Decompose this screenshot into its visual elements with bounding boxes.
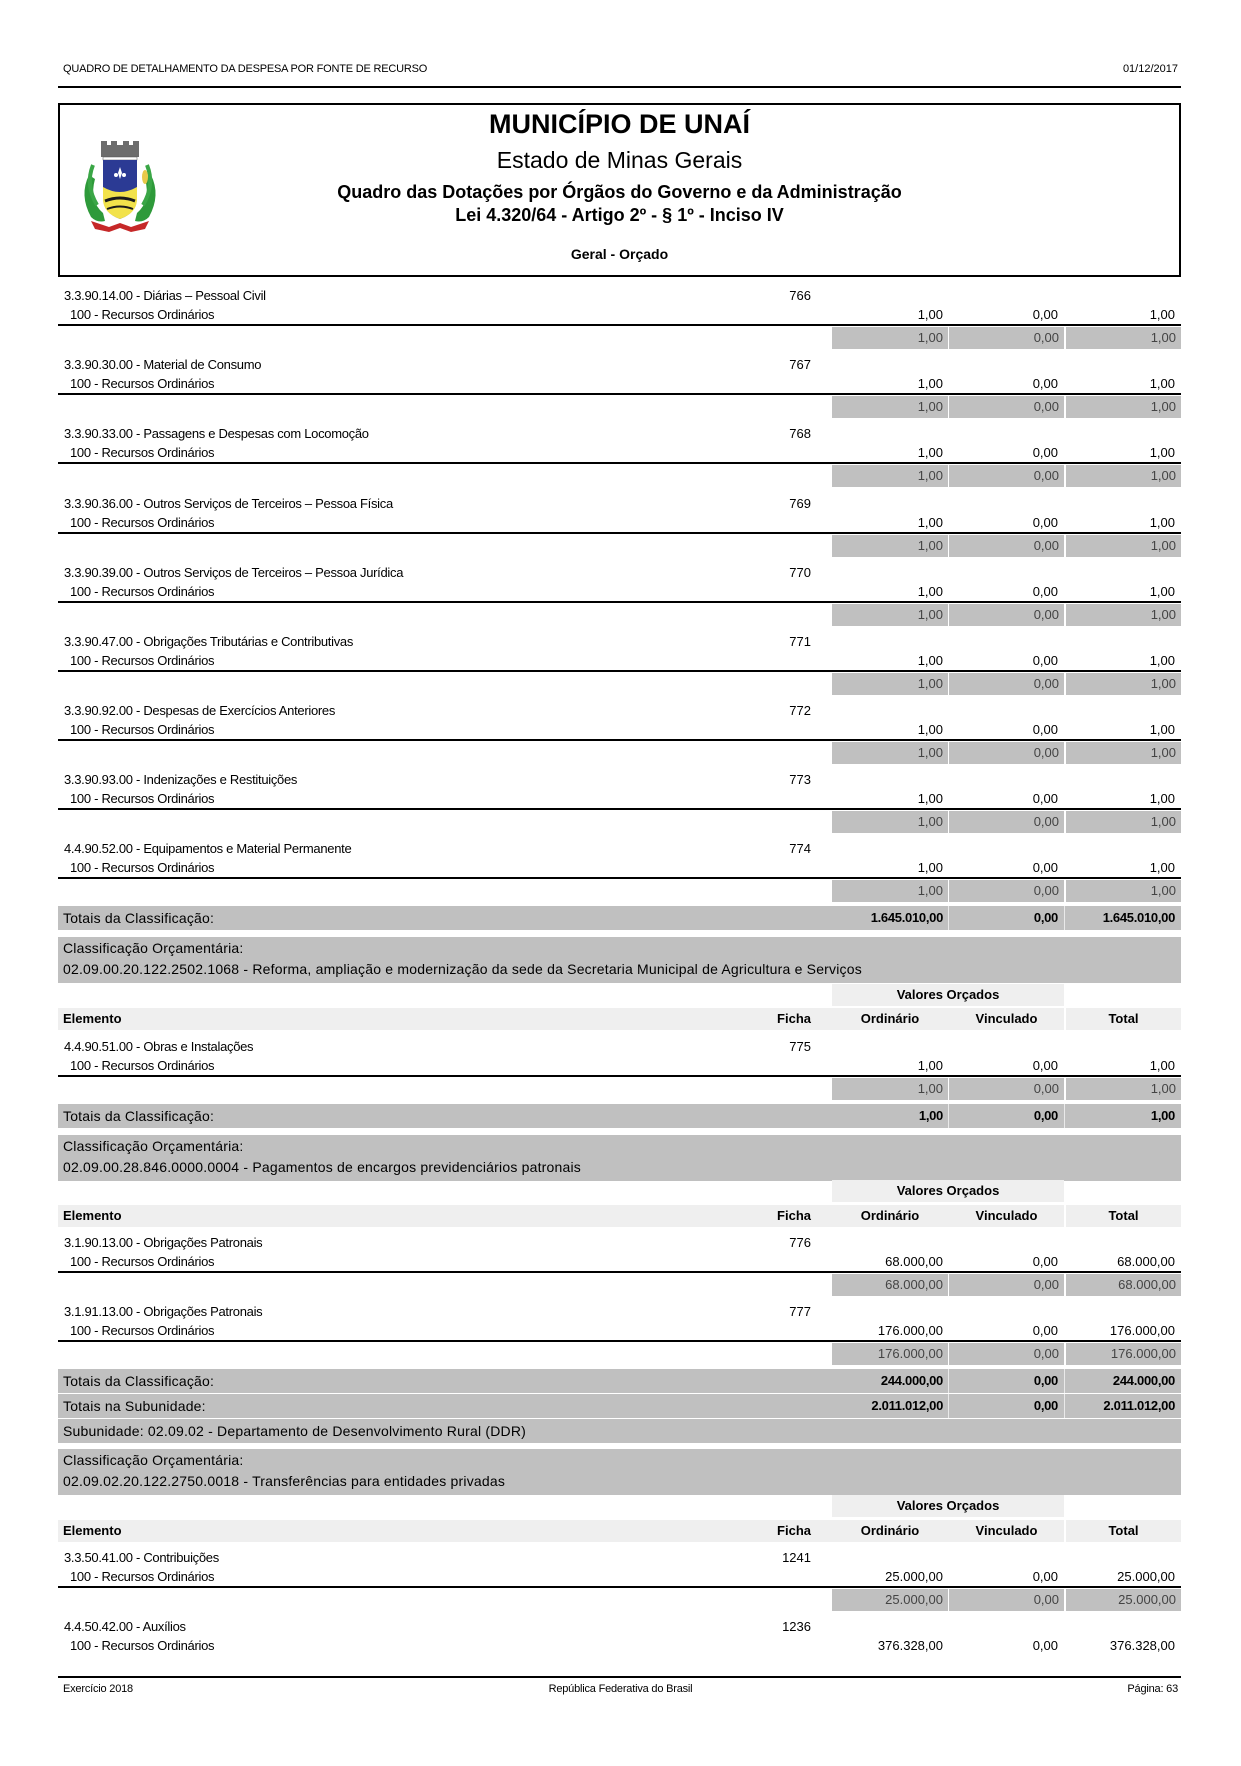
item-subtotal-vinculado: 0,00 <box>949 742 1064 764</box>
section4-classification <box>58 1449 1181 1495</box>
item-fonte: 100 - Recursos Ordinários <box>70 722 215 737</box>
item-vinculado: 0,00 <box>1032 722 1058 737</box>
item-elemento: 3.1.91.13.00 - Obrigações Patronais <box>64 1304 263 1319</box>
item-rule <box>58 877 1181 879</box>
classification-code: 02.09.02.20.122.2750.0018 - Transferências para entidades privadas <box>63 1473 506 1489</box>
subunit-totals-ordinario: 2.011.012,00 <box>871 1398 943 1413</box>
item-ficha: 769 <box>789 496 811 511</box>
report-header-title: QUADRO DE DETALHAMENTO DA DESPESA POR FONTE DE RECURSO <box>63 63 428 75</box>
item-subtotal-ordinario: 1,00 <box>832 880 948 902</box>
footer-page-number: Página: 63 <box>1127 1683 1178 1695</box>
item-ficha: 771 <box>789 634 811 649</box>
item-fonte: 100 - Recursos Ordinários <box>70 1569 215 1584</box>
item-fonte: 100 - Recursos Ordinários <box>70 307 215 322</box>
line-item <box>58 703 1181 765</box>
item-subtotal-total: 1,00 <box>1066 880 1181 902</box>
item-elemento: 3.3.90.14.00 - Diárias – Pessoal Civil <box>64 288 266 303</box>
item-subtotal-ordinario: 1,00 <box>832 604 948 626</box>
item-ordinario: 1,00 <box>917 860 943 875</box>
item-total: 68.000,00 <box>1117 1254 1175 1269</box>
item-subtotal-vinculado: 0,00 <box>949 880 1064 902</box>
item-ordinario: 25.000,00 <box>885 1569 943 1584</box>
item-total: 25.000,00 <box>1117 1569 1175 1584</box>
totals-label: Totais da Classificação: <box>63 1373 215 1389</box>
col-ficha: Ficha <box>777 1523 811 1538</box>
section2-totals-bar <box>58 1104 1181 1128</box>
item-vinculado: 0,00 <box>1032 1323 1058 1338</box>
subunit-title: Subunidade: 02.09.02 - Departamento de Desenvolvimento Rural (DDR) <box>63 1423 526 1439</box>
classification-label: Classificação Orçamentária: <box>63 940 244 956</box>
item-total: 1,00 <box>1149 515 1175 530</box>
item-rule <box>58 808 1181 810</box>
line-item <box>58 1039 1181 1101</box>
col-vinculado: Vinculado <box>975 1523 1038 1538</box>
col-ordinario: Ordinário <box>860 1523 920 1538</box>
item-ficha: 770 <box>789 565 811 580</box>
totals-ordinario: 1,00 <box>918 1108 943 1123</box>
item-rule <box>58 532 1181 534</box>
col-ordinario: Ordinário <box>860 1011 920 1026</box>
valores-orcados-header: Valores Orçados <box>832 1495 1064 1517</box>
item-fonte: 100 - Recursos Ordinários <box>70 860 215 875</box>
subunit-totals-bar <box>58 1394 1181 1418</box>
section1-totals-bar <box>58 906 1181 930</box>
line-item <box>58 772 1181 834</box>
item-subtotal-ordinario: 25.000,00 <box>832 1589 948 1611</box>
totals-total: 1,00 <box>1150 1108 1175 1123</box>
col-elemento: Elemento <box>63 1523 122 1538</box>
subunit-totals-label: Totais na Subunidade: <box>63 1398 206 1414</box>
item-elemento: 3.3.90.92.00 - Despesas de Exercícios Anteriores <box>64 703 336 718</box>
classification-label: Classificação Orçamentária: <box>63 1138 244 1154</box>
item-ordinario: 376.328,00 <box>877 1638 943 1653</box>
report-title: Quadro das Dotações por Órgãos do Governo e da Administração <box>337 182 902 202</box>
item-vinculado: 0,00 <box>1032 1638 1058 1653</box>
state-name: Estado de Minas Gerais <box>496 147 743 173</box>
subunit-totals-vinculado: 0,00 <box>1033 1398 1058 1413</box>
item-rule <box>58 1340 1181 1342</box>
section3-totals-bar <box>58 1369 1181 1393</box>
item-subtotal-vinculado: 0,00 <box>949 1078 1064 1100</box>
item-subtotal-total: 1,00 <box>1066 465 1181 487</box>
item-rule <box>58 1586 1181 1588</box>
law-reference: Lei 4.320/64 - Artigo 2º - § 1º - Inciso IV <box>455 205 784 225</box>
totals-label: Totais da Classificação: <box>63 910 215 926</box>
item-fonte: 100 - Recursos Ordinários <box>70 653 215 668</box>
title-block <box>58 103 1181 277</box>
item-ordinario: 1,00 <box>917 445 943 460</box>
item-subtotal-total: 1,00 <box>1066 811 1181 833</box>
item-subtotal-vinculado: 0,00 <box>949 604 1064 626</box>
header-rule <box>58 86 1181 88</box>
item-total: 1,00 <box>1149 791 1175 806</box>
item-rule <box>58 670 1181 672</box>
item-ficha: 768 <box>789 426 811 441</box>
item-subtotal-ordinario: 1,00 <box>832 673 948 695</box>
item-ordinario: 68.000,00 <box>885 1254 943 1269</box>
section2-classification <box>58 937 1181 983</box>
col-vinculado: Vinculado <box>975 1208 1038 1223</box>
col-vinculado: Vinculado <box>975 1011 1038 1026</box>
item-fonte: 100 - Recursos Ordinários <box>70 515 215 530</box>
col-total: Total <box>1108 1208 1139 1223</box>
line-item <box>58 1235 1181 1297</box>
item-subtotal-vinculado: 0,00 <box>949 1589 1064 1611</box>
item-subtotal-ordinario: 1,00 <box>832 465 948 487</box>
item-subtotal-vinculado: 0,00 <box>949 811 1064 833</box>
item-subtotal-vinculado: 0,00 <box>949 535 1064 557</box>
item-vinculado: 0,00 <box>1032 584 1058 599</box>
line-item <box>58 841 1181 903</box>
totals-total: 244.000,00 <box>1112 1373 1175 1388</box>
col-total: Total <box>1108 1011 1139 1026</box>
totals-ordinario: 1.645.010,00 <box>870 910 943 925</box>
item-vinculado: 0,00 <box>1032 515 1058 530</box>
line-item <box>58 426 1181 488</box>
municipality-name: MUNICÍPIO DE UNAÍ <box>488 109 750 139</box>
valores-orcados-header: Valores Orçados <box>832 984 1064 1006</box>
item-total: 1,00 <box>1149 584 1175 599</box>
item-vinculado: 0,00 <box>1032 1058 1058 1073</box>
line-item <box>58 634 1181 696</box>
item-ordinario: 1,00 <box>917 307 943 322</box>
section3-column-header <box>58 1205 1181 1227</box>
line-item <box>58 1304 1181 1366</box>
col-elemento: Elemento <box>63 1011 122 1026</box>
item-ordinario: 1,00 <box>917 584 943 599</box>
item-total: 1,00 <box>1149 1058 1175 1073</box>
line-item <box>58 1550 1181 1612</box>
item-total: 1,00 <box>1149 376 1175 391</box>
item-rule <box>58 324 1181 326</box>
item-subtotal-total: 176.000,00 <box>1066 1343 1181 1365</box>
footer-exercise: Exercício 2018 <box>63 1683 133 1695</box>
item-ordinario: 176.000,00 <box>877 1323 943 1338</box>
item-ficha: 1236 <box>782 1619 811 1634</box>
item-ficha: 777 <box>789 1304 811 1319</box>
item-total: 376.328,00 <box>1109 1638 1175 1653</box>
item-vinculado: 0,00 <box>1032 1569 1058 1584</box>
item-rule <box>58 739 1181 741</box>
item-ordinario: 1,00 <box>917 722 943 737</box>
item-subtotal-total: 68.000,00 <box>1066 1274 1181 1296</box>
classification-code: 02.09.00.28.846.0000.0004 - Pagamentos de encargos previdenciários patronais <box>63 1159 581 1175</box>
footer-rule <box>58 1676 1181 1678</box>
item-fonte: 100 - Recursos Ordinários <box>70 1638 215 1653</box>
valores-orcados-header: Valores Orçados <box>832 1180 1064 1202</box>
item-ordinario: 1,00 <box>917 653 943 668</box>
item-subtotal-total: 1,00 <box>1066 742 1181 764</box>
item-total: 1,00 <box>1149 653 1175 668</box>
col-ordinario: Ordinário <box>860 1208 920 1223</box>
section4-column-header <box>58 1520 1181 1542</box>
item-elemento: 3.3.90.47.00 - Obrigações Tributárias e Contributivas <box>64 634 354 649</box>
col-ficha: Ficha <box>777 1011 811 1026</box>
subunit-bar <box>58 1419 1181 1443</box>
item-elemento: 3.3.90.33.00 - Passagens e Despesas com Locomoção <box>64 426 369 441</box>
report-date: 01/12/2017 <box>1122 63 1178 75</box>
item-elemento: 3.1.90.13.00 - Obrigações Patronais <box>64 1235 263 1250</box>
item-subtotal-total: 25.000,00 <box>1066 1589 1181 1611</box>
col-ficha: Ficha <box>777 1208 811 1223</box>
item-fonte: 100 - Recursos Ordinários <box>70 445 215 460</box>
item-subtotal-total: 1,00 <box>1066 396 1181 418</box>
col-elemento: Elemento <box>63 1208 122 1223</box>
item-subtotal-vinculado: 0,00 <box>949 465 1064 487</box>
item-ordinario: 1,00 <box>917 1058 943 1073</box>
section3-classification <box>58 1135 1181 1181</box>
item-ordinario: 1,00 <box>917 515 943 530</box>
item-subtotal-total: 1,00 <box>1066 535 1181 557</box>
item-elemento: 4.4.90.52.00 - Equipamentos e Material Permanente <box>64 841 352 856</box>
item-vinculado: 0,00 <box>1032 791 1058 806</box>
line-item <box>58 288 1181 350</box>
item-fonte: 100 - Recursos Ordinários <box>70 1254 215 1269</box>
footer-center: República Federativa do Brasil <box>548 1683 693 1695</box>
item-rule <box>58 1271 1181 1273</box>
item-vinculado: 0,00 <box>1032 376 1058 391</box>
item-total: 1,00 <box>1149 307 1175 322</box>
item-vinculado: 0,00 <box>1032 307 1058 322</box>
item-elemento: 4.4.50.42.00 - Auxílios <box>64 1619 186 1634</box>
item-elemento: 3.3.90.93.00 - Indenizações e Restituições <box>64 772 298 787</box>
line-item <box>58 565 1181 627</box>
item-fonte: 100 - Recursos Ordinários <box>70 1323 215 1338</box>
item-rule <box>58 1075 1181 1077</box>
item-subtotal-ordinario: 68.000,00 <box>832 1274 948 1296</box>
item-subtotal-ordinario: 176.000,00 <box>832 1343 948 1365</box>
item-subtotal-vinculado: 0,00 <box>949 396 1064 418</box>
item-subtotal-total: 1,00 <box>1066 673 1181 695</box>
item-subtotal-ordinario: 1,00 <box>832 811 948 833</box>
item-subtotal-ordinario: 1,00 <box>832 1078 948 1100</box>
item-subtotal-ordinario: 1,00 <box>832 535 948 557</box>
item-vinculado: 0,00 <box>1032 860 1058 875</box>
item-vinculado: 0,00 <box>1032 1254 1058 1269</box>
classification-label: Classificação Orçamentária: <box>63 1452 244 1468</box>
item-ficha: 772 <box>789 703 811 718</box>
totals-total: 1.645.010,00 <box>1102 910 1175 925</box>
col-total: Total <box>1108 1523 1139 1538</box>
item-elemento: 3.3.90.39.00 - Outros Serviços de Terceiros – Pessoa Jurídica <box>64 565 404 580</box>
item-subtotal-ordinario: 1,00 <box>832 742 948 764</box>
line-item <box>58 496 1181 558</box>
item-total: 176.000,00 <box>1109 1323 1175 1338</box>
line-item <box>58 357 1181 419</box>
item-rule <box>58 462 1181 464</box>
totals-ordinario: 244.000,00 <box>880 1373 943 1388</box>
totals-vinculado: 0,00 <box>1033 1108 1058 1123</box>
report-scope: Geral - Orçado <box>570 246 669 262</box>
item-rule <box>58 601 1181 603</box>
totals-vinculado: 0,00 <box>1033 910 1058 925</box>
classification-code: 02.09.00.20.122.2502.1068 - Reforma, ampliação e modernização da sede da Secretaria Municipal de Agricultura e Serviços <box>63 961 862 977</box>
item-fonte: 100 - Recursos Ordinários <box>70 584 215 599</box>
item-subtotal-ordinario: 1,00 <box>832 396 948 418</box>
totals-label: Totais da Classificação: <box>63 1108 215 1124</box>
item-total: 1,00 <box>1149 445 1175 460</box>
item-ficha: 766 <box>789 288 811 303</box>
item-subtotal-vinculado: 0,00 <box>949 1274 1064 1296</box>
line-item <box>58 1619 1181 1681</box>
item-total: 1,00 <box>1149 722 1175 737</box>
item-subtotal-vinculado: 0,00 <box>949 673 1064 695</box>
section2-column-header <box>58 1008 1181 1030</box>
item-elemento: 3.3.90.36.00 - Outros Serviços de Terceiros – Pessoa Física <box>64 496 393 511</box>
item-subtotal-total: 1,00 <box>1066 1078 1181 1100</box>
item-subtotal-vinculado: 0,00 <box>949 327 1064 349</box>
item-elemento: 4.4.90.51.00 - Obras e Instalações <box>64 1039 254 1054</box>
item-ficha: 767 <box>789 357 811 372</box>
item-ficha: 776 <box>789 1235 811 1250</box>
item-subtotal-ordinario: 1,00 <box>832 327 948 349</box>
item-subtotal-total: 1,00 <box>1066 604 1181 626</box>
item-ordinario: 1,00 <box>917 376 943 391</box>
item-fonte: 100 - Recursos Ordinários <box>70 1058 215 1073</box>
item-ficha: 773 <box>789 772 811 787</box>
item-vinculado: 0,00 <box>1032 445 1058 460</box>
item-elemento: 3.3.50.41.00 - Contribuições <box>64 1550 219 1565</box>
item-fonte: 100 - Recursos Ordinários <box>70 376 215 391</box>
item-elemento: 3.3.90.30.00 - Material de Consumo <box>64 357 262 372</box>
subunit-totals-total: 2.011.012,00 <box>1103 1398 1175 1413</box>
item-total: 1,00 <box>1149 860 1175 875</box>
item-vinculado: 0,00 <box>1032 653 1058 668</box>
item-ficha: 774 <box>789 841 811 856</box>
item-ordinario: 1,00 <box>917 791 943 806</box>
totals-vinculado: 0,00 <box>1033 1373 1058 1388</box>
item-ficha: 1241 <box>782 1550 811 1565</box>
item-fonte: 100 - Recursos Ordinários <box>70 791 215 806</box>
item-rule <box>58 393 1181 395</box>
item-subtotal-total: 1,00 <box>1066 327 1181 349</box>
item-subtotal-vinculado: 0,00 <box>949 1343 1064 1365</box>
item-ficha: 775 <box>789 1039 811 1054</box>
